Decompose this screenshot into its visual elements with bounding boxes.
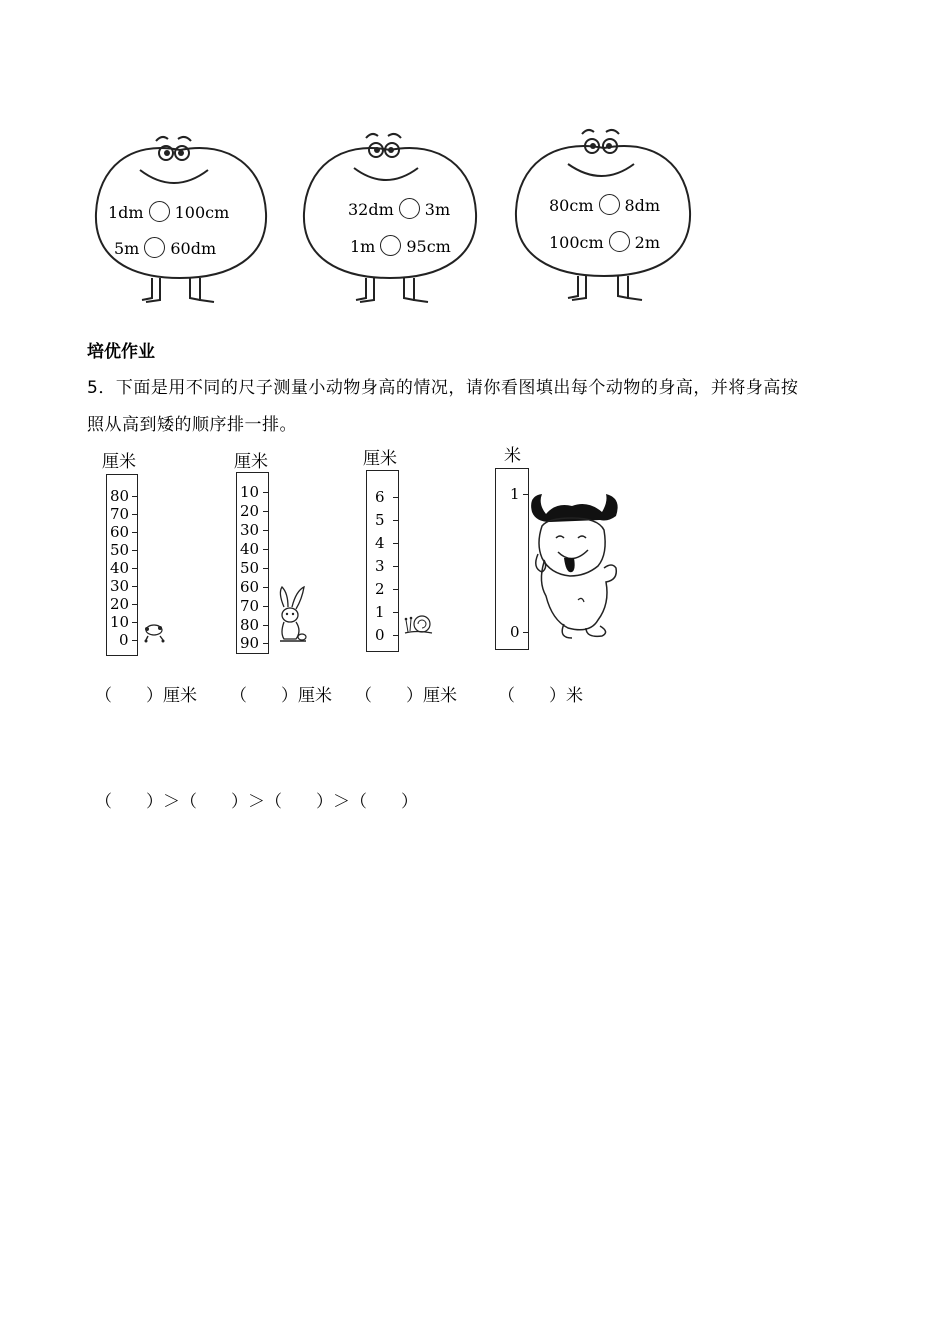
comparison-row — [549, 231, 660, 252]
comparison-left-value: 1m — [350, 237, 376, 256]
ruler-unit-label: 厘米 — [234, 452, 268, 472]
ruler-tick-label: 20 — [240, 502, 260, 520]
comparison-row — [114, 237, 216, 258]
comparison-right-value: 8dm — [624, 196, 661, 215]
ruler-tick-label: 1 — [510, 485, 520, 503]
comparison-right-value: 100cm — [174, 203, 230, 222]
ruler — [366, 470, 399, 652]
ruler-tick-label: 80 — [110, 487, 130, 505]
comparison-blank-circle[interactable] — [149, 201, 170, 222]
ruler-tick-label: 50 — [110, 541, 130, 559]
comparison-right-value: 95cm — [406, 237, 451, 256]
ruler-tick-label: 30 — [240, 521, 260, 539]
ruler-tick-label: 10 — [240, 483, 260, 501]
ruler — [495, 468, 529, 650]
section-title: 培优作业 — [87, 342, 155, 362]
comparison-blank-circle[interactable] — [144, 237, 165, 258]
comparison-row — [108, 201, 229, 222]
ruler-tick-label: 90 — [240, 634, 260, 652]
comparison-left-value: 80cm — [549, 196, 594, 215]
height-order-line[interactable]: （ ）＞（ ）＞（ ）＞（ ） — [95, 792, 418, 812]
mouse-icon — [140, 620, 170, 646]
answer-blank-mouse[interactable]: （ ）厘米 — [95, 686, 197, 706]
ruler-unit-label: 厘米 — [363, 449, 397, 469]
rabbit-icon — [272, 585, 312, 645]
ruler-tick-label: 50 — [240, 559, 260, 577]
comparison-left-value: 32dm — [348, 200, 394, 219]
comparison-row — [549, 194, 660, 215]
ruler — [236, 472, 269, 654]
comparison-blank-circle[interactable] — [399, 198, 420, 219]
ruler-tick-label: 80 — [240, 616, 260, 634]
comparison-right-value: 3m — [424, 200, 451, 219]
comparison-row — [350, 235, 451, 256]
ruler — [106, 474, 138, 656]
ruler-tick-label: 70 — [110, 505, 130, 523]
ruler-unit-label: 厘米 — [102, 452, 136, 472]
ruler-tick-label: 10 — [110, 613, 130, 631]
ruler-tick-label: 6 — [375, 488, 385, 506]
comparison-left-value: 5m — [114, 239, 140, 258]
ruler-tick-label: 0 — [510, 623, 520, 641]
answer-blank-snail[interactable]: （ ）厘米 — [355, 686, 457, 706]
ruler-tick-label: 40 — [240, 540, 260, 558]
question-line-1: 5．下面是用不同的尺子测量小动物身高的情况，请你看图填出每个动物的身高，并将身高按 — [87, 378, 799, 398]
ruler-tick-label: 70 — [240, 597, 260, 615]
ruler-tick-label: 5 — [375, 511, 385, 529]
ruler-tick-label: 60 — [110, 523, 130, 541]
ruler-tick-label: 60 — [240, 578, 260, 596]
ruler-tick-label: 4 — [375, 534, 385, 552]
cow-icon — [528, 492, 623, 640]
ruler-tick-label: 2 — [375, 580, 385, 598]
ruler-tick-label: 0 — [375, 626, 385, 644]
comparison-blank-circle[interactable] — [380, 235, 401, 256]
ruler-tick-label: 3 — [375, 557, 385, 575]
comparison-blank-circle[interactable] — [599, 194, 620, 215]
comparison-right-value: 60dm — [170, 239, 217, 258]
comparison-blank-circle[interactable] — [609, 231, 630, 252]
answer-blank-rabbit[interactable]: （ ）厘米 — [230, 686, 332, 706]
ruler-tick-label: 0 — [119, 631, 129, 649]
ruler-tick-label: 1 — [375, 603, 385, 621]
ruler-tick-label: 30 — [110, 577, 130, 595]
answer-blank-cow[interactable]: （ ）米 — [498, 686, 583, 706]
comparison-right-value: 2m — [634, 233, 661, 252]
question-line-2: 照从高到矮的顺序排一排。 — [87, 415, 297, 435]
ruler-unit-label: 米 — [504, 446, 521, 466]
comparison-left-value: 100cm — [549, 233, 604, 252]
comparison-left-value: 1dm — [108, 203, 144, 222]
pumpkin-character-icon — [512, 126, 696, 306]
comparison-row — [348, 198, 450, 219]
ruler-tick-label: 40 — [110, 559, 130, 577]
ruler-tick-label: 20 — [110, 595, 130, 613]
snail-icon — [402, 610, 434, 638]
